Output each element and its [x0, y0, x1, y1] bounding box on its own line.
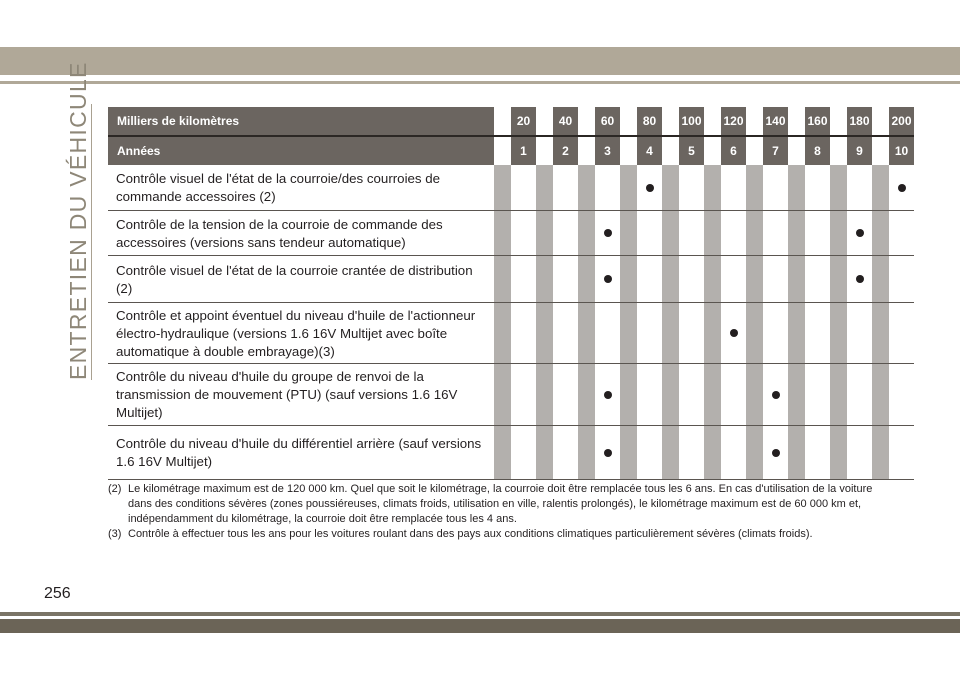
interval-shade: [662, 165, 679, 211]
interval-cell: [553, 426, 578, 480]
top-decorative-band: [0, 47, 960, 75]
interval-shade: [830, 165, 847, 211]
header-km-200: 200: [889, 107, 914, 135]
interval-cell: [511, 256, 536, 303]
interval-cell: [763, 426, 788, 480]
interval-shade: [620, 256, 637, 303]
check-dot-icon: [604, 449, 612, 457]
interval-cell: [721, 426, 746, 480]
footnote-text: Le kilométrage maximum est de 120 000 km. Quel que soit le kilométrage, la courroie doit être remplacée tous les 6 ans. En cas d'utilisation de la voiture dans des conditions sévères (zones poussiéreuses, climats froids, utilisation en ville, ralentis prolongés), le kilométrage maximum est de 60 000 km et, indépendamment du kilométrage, la courroie doit être remplacée tous les 4 ans.: [128, 483, 873, 525]
header-km-180: 180: [847, 107, 872, 135]
check-dot-icon: [898, 184, 906, 192]
interval-shade: [872, 364, 889, 426]
interval-shade: [872, 426, 889, 480]
interval-cell: [889, 364, 914, 426]
interval-cell: [595, 364, 620, 426]
interval-shade: [578, 256, 595, 303]
check-dot-icon: [604, 275, 612, 283]
footnote-number: (2): [108, 483, 122, 495]
interval-cell: [721, 165, 746, 211]
check-dot-icon: [730, 329, 738, 337]
interval-cell: [889, 426, 914, 480]
interval-shade: [788, 165, 805, 211]
interval-shade: [830, 256, 847, 303]
interval-cell: [553, 211, 578, 256]
header-year-4: 4: [637, 135, 662, 165]
check-dot-icon: [604, 229, 612, 237]
header-gap: [704, 135, 721, 165]
check-dot-icon: [772, 449, 780, 457]
header-year-7: 7: [763, 135, 788, 165]
interval-cell: [595, 426, 620, 480]
header-gap: [494, 107, 511, 135]
task-label: Contrôle du niveau d'huile du groupe de renvoi de la transmission de mouvement (PTU) (sauf versions 1.6 16V Multijet): [108, 364, 494, 426]
interval-shade: [662, 211, 679, 256]
task-label: Contrôle et appoint éventuel du niveau d'huile de l'actionneur électro-hydraulique (versions 1.6 16V Multijet avec boîte automatique à double embrayage)(3): [108, 303, 494, 364]
interval-shade: [788, 303, 805, 364]
footnote: [108, 482, 898, 527]
interval-cell: [595, 303, 620, 364]
interval-cell: [721, 256, 746, 303]
header-gap: [746, 107, 763, 135]
interval-cell: [679, 211, 704, 256]
interval-shade: [662, 303, 679, 364]
top-decorative-line: [0, 81, 960, 84]
interval-shade: [830, 426, 847, 480]
interval-shade: [578, 426, 595, 480]
interval-cell: [511, 165, 536, 211]
interval-cell: [763, 165, 788, 211]
header-gap: [746, 135, 763, 165]
interval-cell: [847, 165, 872, 211]
interval-shade: [704, 211, 721, 256]
interval-cell: [553, 256, 578, 303]
section-title-rule: [91, 104, 92, 380]
interval-shade: [536, 211, 553, 256]
interval-shade: [494, 364, 511, 426]
check-dot-icon: [646, 184, 654, 192]
interval-shade: [746, 426, 763, 480]
interval-shade: [494, 256, 511, 303]
check-dot-icon: [856, 229, 864, 237]
interval-shade: [536, 426, 553, 480]
header-gap: [578, 135, 595, 165]
interval-shade: [704, 303, 721, 364]
interval-shade: [746, 364, 763, 426]
interval-shade: [494, 303, 511, 364]
interval-shade: [872, 211, 889, 256]
interval-shade: [662, 256, 679, 303]
header-km-100: 100: [679, 107, 704, 135]
header-km-120: 120: [721, 107, 746, 135]
task-label: Contrôle visuel de l'état de la courroie/des courroies de commande accessoires (2): [108, 165, 494, 211]
header-gap: [830, 107, 847, 135]
interval-shade: [494, 426, 511, 480]
interval-cell: [805, 303, 830, 364]
interval-cell: [889, 165, 914, 211]
task-label: Contrôle visuel de l'état de la courroie crantée de distribution (2): [108, 256, 494, 303]
header-km-60: 60: [595, 107, 620, 135]
header-gap: [872, 107, 889, 135]
interval-shade: [494, 165, 511, 211]
interval-cell: [595, 256, 620, 303]
interval-shade: [872, 165, 889, 211]
interval-cell: [679, 165, 704, 211]
interval-shade: [578, 211, 595, 256]
interval-cell: [721, 364, 746, 426]
interval-cell: [637, 364, 662, 426]
header-year-10: 10: [889, 135, 914, 165]
interval-shade: [704, 165, 721, 211]
bottom-decorative-band: [0, 619, 960, 633]
header-year-1: 1: [511, 135, 536, 165]
header-gap: [620, 135, 637, 165]
interval-shade: [788, 426, 805, 480]
header-year-3: 3: [595, 135, 620, 165]
interval-shade: [536, 165, 553, 211]
interval-cell: [889, 303, 914, 364]
interval-cell: [847, 211, 872, 256]
interval-cell: [511, 426, 536, 480]
interval-shade: [536, 303, 553, 364]
section-title: ENTRETIEN DU VÉHICULE: [65, 61, 91, 380]
header-year-8: 8: [805, 135, 830, 165]
interval-cell: [847, 364, 872, 426]
header-km-160: 160: [805, 107, 830, 135]
interval-cell: [553, 303, 578, 364]
interval-shade: [830, 303, 847, 364]
interval-cell: [637, 256, 662, 303]
header-km-80: 80: [637, 107, 662, 135]
header-km-label: Milliers de kilomètres: [108, 107, 494, 135]
interval-cell: [595, 165, 620, 211]
footnote: [108, 527, 898, 542]
interval-cell: [721, 211, 746, 256]
interval-cell: [637, 211, 662, 256]
interval-cell: [511, 303, 536, 364]
header-gap: [872, 135, 889, 165]
header-year-9: 9: [847, 135, 872, 165]
header-year-2: 2: [553, 135, 578, 165]
interval-cell: [679, 256, 704, 303]
interval-shade: [620, 211, 637, 256]
header-gap: [620, 107, 637, 135]
interval-cell: [637, 303, 662, 364]
header-gap: [536, 107, 553, 135]
interval-cell: [847, 426, 872, 480]
task-label: Contrôle de la tension de la courroie de commande des accessoires (versions sans tendeur automatique): [108, 211, 494, 256]
interval-shade: [620, 303, 637, 364]
interval-cell: [763, 211, 788, 256]
header-years-label: Années: [108, 135, 494, 165]
interval-cell: [553, 165, 578, 211]
interval-cell: [847, 256, 872, 303]
interval-shade: [620, 165, 637, 211]
header-gap: [662, 107, 679, 135]
interval-shade: [788, 256, 805, 303]
interval-cell: [805, 364, 830, 426]
interval-cell: [805, 165, 830, 211]
header-gap: [704, 107, 721, 135]
interval-shade: [830, 364, 847, 426]
footnote-number: (3): [108, 528, 122, 540]
header-gap: [788, 135, 805, 165]
bottom-decorative-line: [0, 612, 960, 616]
interval-cell: [721, 303, 746, 364]
footnote-text: Contrôle à effectuer tous les ans pour les voitures roulant dans des pays aux conditions climatiques particulièrement sévères (climats froids).: [128, 528, 813, 540]
task-label: Contrôle du niveau d'huile du différentiel arrière (sauf versions 1.6 16V Multijet): [108, 426, 494, 480]
interval-shade: [704, 256, 721, 303]
interval-cell: [679, 426, 704, 480]
interval-cell: [763, 303, 788, 364]
interval-cell: [763, 256, 788, 303]
interval-cell: [763, 364, 788, 426]
interval-cell: [805, 256, 830, 303]
interval-shade: [746, 165, 763, 211]
header-year-6: 6: [721, 135, 746, 165]
header-km-20: 20: [511, 107, 536, 135]
interval-cell: [679, 303, 704, 364]
interval-shade: [830, 211, 847, 256]
interval-cell: [889, 256, 914, 303]
check-dot-icon: [772, 391, 780, 399]
header-gap: [536, 135, 553, 165]
header-gap: [830, 135, 847, 165]
interval-cell: [805, 211, 830, 256]
interval-shade: [620, 426, 637, 480]
header-gap: [662, 135, 679, 165]
interval-cell: [679, 364, 704, 426]
interval-shade: [536, 256, 553, 303]
interval-shade: [578, 165, 595, 211]
footnotes: [108, 482, 898, 542]
interval-cell: [637, 165, 662, 211]
interval-cell: [889, 211, 914, 256]
interval-shade: [788, 211, 805, 256]
interval-shade: [746, 303, 763, 364]
interval-shade: [578, 303, 595, 364]
interval-shade: [704, 364, 721, 426]
interval-shade: [704, 426, 721, 480]
interval-shade: [620, 364, 637, 426]
interval-shade: [536, 364, 553, 426]
interval-cell: [511, 364, 536, 426]
header-km-40: 40: [553, 107, 578, 135]
interval-shade: [746, 211, 763, 256]
interval-shade: [788, 364, 805, 426]
header-year-5: 5: [679, 135, 704, 165]
check-dot-icon: [856, 275, 864, 283]
interval-shade: [494, 211, 511, 256]
interval-shade: [872, 256, 889, 303]
header-gap: [788, 107, 805, 135]
page-number: 256: [44, 585, 71, 602]
interval-cell: [553, 364, 578, 426]
interval-cell: [511, 211, 536, 256]
interval-cell: [805, 426, 830, 480]
interval-cell: [637, 426, 662, 480]
interval-shade: [662, 426, 679, 480]
interval-shade: [872, 303, 889, 364]
header-gap: [578, 107, 595, 135]
interval-cell: [595, 211, 620, 256]
interval-shade: [662, 364, 679, 426]
interval-shade: [578, 364, 595, 426]
maintenance-table: [108, 107, 912, 480]
check-dot-icon: [604, 391, 612, 399]
header-km-140: 140: [763, 107, 788, 135]
interval-cell: [847, 303, 872, 364]
header-gap: [494, 135, 511, 165]
interval-shade: [746, 256, 763, 303]
